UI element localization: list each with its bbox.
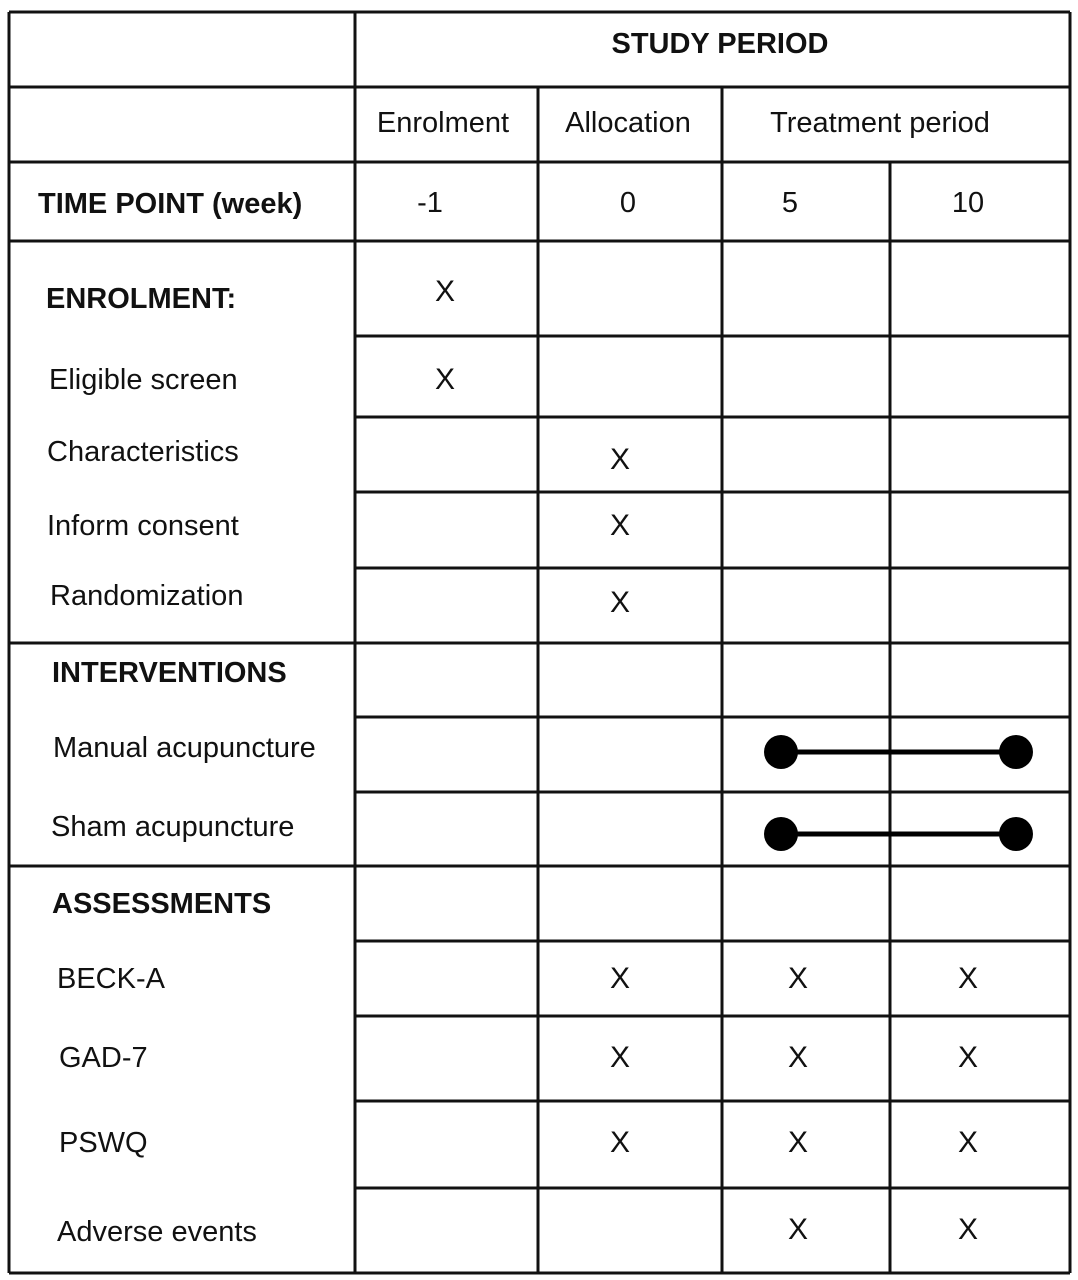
row-label-sham-acupuncture: Sham acupuncture [51, 811, 295, 843]
time-point-week-0: 0 [619, 187, 637, 219]
intervention-start-dot [764, 817, 798, 851]
schedule-mark-x: X [434, 363, 456, 396]
schedule-mark-x: X [787, 962, 809, 995]
row-label-characteristics: Characteristics [47, 436, 239, 468]
intervention-end-dot [999, 817, 1033, 851]
schedule-mark-x: X [787, 1126, 809, 1159]
schedule-mark-x: X [957, 962, 979, 995]
schedule-mark-x: X [609, 509, 631, 542]
row-label-manual-acupuncture: Manual acupuncture [53, 732, 316, 764]
time-point-week-minus-1: -1 [417, 187, 443, 219]
schedule-mark-x: X [434, 275, 456, 308]
schedule-mark-x: X [609, 443, 631, 476]
row-label-adverse-events: Adverse events [57, 1216, 257, 1248]
row-labels [46, 283, 316, 1248]
time-point-label: TIME POINT (week) [38, 188, 303, 220]
schedule-mark-x: X [957, 1126, 979, 1159]
row-label-randomization: Randomization [50, 580, 244, 612]
phase-allocation: Allocation [565, 107, 691, 139]
schedule-mark-x: X [609, 962, 631, 995]
schedule-mark-x: X [609, 1041, 631, 1074]
time-point-week-10: 10 [951, 187, 985, 219]
phase-treatment-period: Treatment period [770, 107, 990, 139]
row-label-beck-a: BECK-A [57, 963, 165, 995]
schedule-mark-x: X [957, 1213, 979, 1246]
schedule-mark-x: X [787, 1213, 809, 1246]
intervention-end-dot [999, 735, 1033, 769]
section-heading-enrolment: ENROLMENT: [46, 283, 237, 315]
row-label-pswq: PSWQ [59, 1127, 148, 1159]
section-heading-assessments: ASSESSMENTS [52, 888, 272, 920]
schedule-mark-x: X [787, 1041, 809, 1074]
row-label-gad-7: GAD-7 [59, 1042, 148, 1074]
schedule-mark-x: X [957, 1041, 979, 1074]
phase-enrolment: Enrolment [376, 107, 510, 139]
row-label-eligible-screen: Eligible screen [49, 364, 238, 396]
row-label-inform-consent: Inform consent [47, 510, 239, 542]
time-point-week-5: 5 [781, 187, 799, 219]
section-heading-interventions: INTERVENTIONS [52, 657, 287, 689]
schedule-mark-x: X [609, 1126, 631, 1159]
intervention-start-dot [764, 735, 798, 769]
schedule-mark-x: X [609, 586, 631, 619]
study-period-title: STUDY PERIOD [611, 28, 829, 60]
